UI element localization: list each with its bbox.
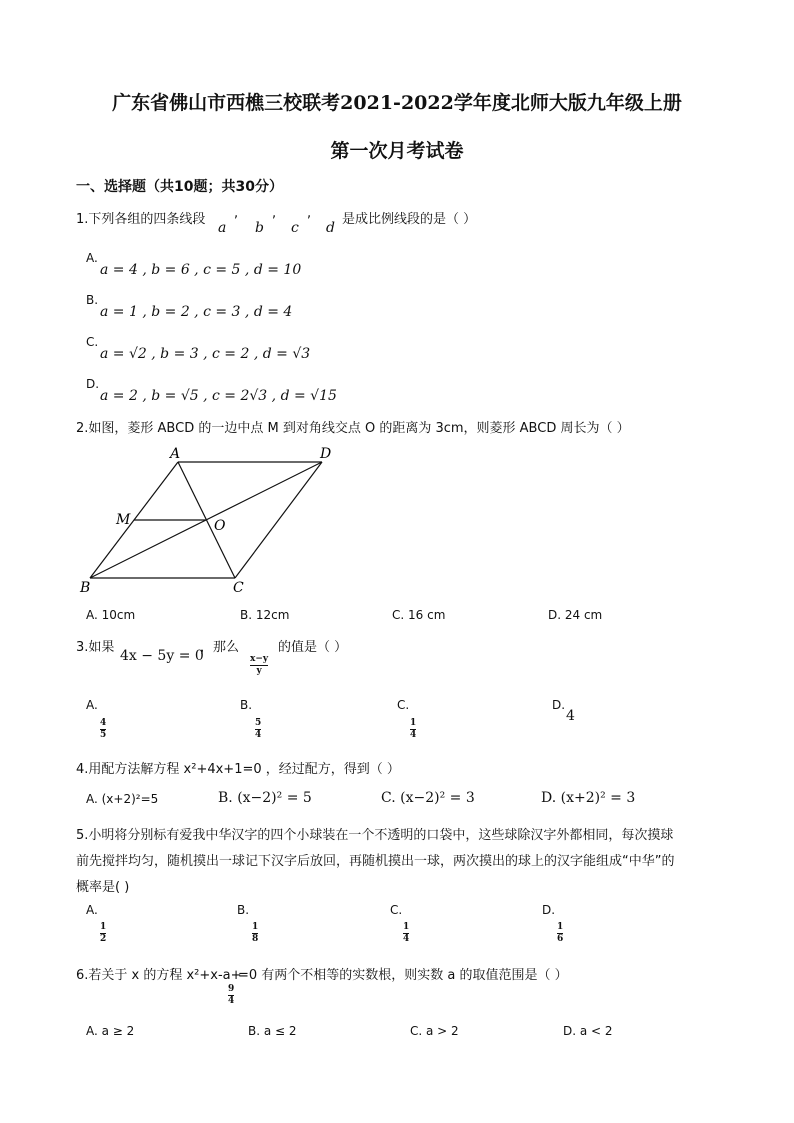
q5-option-c [403,918,409,944]
q6-option-d: D. a < 2 [563,1024,613,1038]
q3-fraction [250,650,268,676]
q2-option-a: A. 10cm [86,608,136,622]
q1-option-d-label: D. [86,377,100,391]
q3-option-d-label: D. [552,698,566,712]
q5-stem-line3: 概率是( ) [76,880,130,895]
q3-option-b [255,714,261,740]
q5-option-a [100,918,106,944]
q6-fraction [228,980,234,1006]
q5-option-b-label: B. [237,903,250,917]
q5-option-d [557,918,563,944]
q4-stem: 4.用配方法解方程 x²+4x+1=0 ，经过配方，得到（ ） [76,762,400,777]
q6-stem-prefix: 6.若关于 x 的方程 x²+x-a+ [76,968,242,983]
q5-option-b [252,918,258,944]
q6-option-c: C. a > 2 [410,1024,459,1038]
q6-fraction-num: 9 [228,984,235,994]
point-m-label: M [116,512,131,528]
q1-comma: , [272,206,277,221]
q3-option-b-num: 5 [255,718,262,728]
q6-option-b: B. a ≤ 2 [248,1024,297,1038]
q5-option-a-label: A. [86,903,98,917]
q3-option-c-den: 4 [410,730,417,740]
q3-fraction-num: x−y [250,654,269,664]
rhombus-figure [70,440,350,600]
q3-option-d: 4 [566,708,575,724]
point-o-label: O [214,518,226,534]
q3-option-c [410,714,416,740]
q1-option-b: a = 1 , b = 2 , c = 3 , d = 4 [100,304,293,320]
q2-option-b: B. 12cm [240,608,290,622]
section-heading: 一、选择题（共10题；共30分） [76,179,283,195]
q3-option-c-num: 1 [410,718,417,728]
q5-option-c-label: C. [390,903,403,917]
point-d-label: D [320,446,332,462]
q4-option-a: A. (x+2)²=5 [86,792,159,806]
q3-option-b-den: 4 [255,730,262,740]
point-a-label: A [170,446,181,462]
q3-stem-suffix: 的值是（ ） [278,640,348,655]
q1-var-a: a [218,220,227,236]
q1-comma: , [234,206,239,221]
document-title-line2: 第一次月考试卷 [330,140,464,162]
q5-option-c-num: 1 [403,922,410,932]
q1-option-a-label: A. [86,251,98,265]
q3-equation: 4x − 5y = 0 [120,648,204,664]
q6-fraction-den: 4 [228,996,235,1006]
q3-stem-mid: ，那么 [200,640,240,655]
q4-option-d: D. (x+2)² = 3 [541,790,636,806]
q3-option-a-den: 5 [100,730,107,740]
q3-stem-prefix: 3.如果 [76,640,115,655]
q3-fraction-den: y [256,666,262,676]
q2-option-d: D. 24 cm [548,608,603,622]
q2-stem: 2.如图，菱形 ABCD 的一边中点 M 到对角线交点 O 的距离为 3cm，则菱形 ABCD 周长为（ ） [76,421,630,436]
q3-option-a-label: A. [86,698,98,712]
q1-var-c: c [291,220,299,236]
q1-option-d: a = 2 , b = √5 , c = 2√3 , d = √15 [100,388,337,404]
q1-option-c: a = √2 , b = 3 , c = 2 , d = √3 [100,346,311,362]
q2-option-c: C. 16 cm [392,608,446,622]
q5-option-a-num: 1 [100,922,107,932]
q5-stem-line1: 5.小明将分别标有爱我中华汉字的四个小球装在一个不透明的口袋中，这些球除汉字外都相同，每次摸球 [76,828,674,843]
q1-option-a: a = 4 , b = 6 , c = 5 , d = 10 [100,262,302,278]
q3-option-a [100,714,106,740]
q1-var-d: d [326,220,335,236]
q5-option-d-den: 6 [557,934,564,944]
q3-option-a-num: 4 [100,718,107,728]
q1-option-b-label: B. [86,293,99,307]
side-dc [235,462,322,578]
q1-stem-prefix: 1.下列各组的四条线段 [76,212,206,227]
q5-option-d-label: D. [542,903,556,917]
q1-stem-suffix: 是成比例线段的是（ ） [342,212,477,227]
point-b-label: B [80,580,91,596]
q1-option-c-label: C. [86,335,99,349]
q4-option-c: C. (x−2)² = 3 [381,790,475,806]
q3-option-b-label: B. [240,698,253,712]
document-title-line1: 广东省佛山市西樵三校联考2021-2022学年度北师大版九年级上册 [112,92,682,114]
point-c-label: C [233,580,244,596]
q1-var-b: b [255,220,264,236]
q5-option-b-den: 8 [252,934,259,944]
q6-option-a: A. a ≥ 2 [86,1024,135,1038]
q5-option-a-den: 2 [100,934,107,944]
q5-option-b-num: 1 [252,922,259,932]
q5-stem-line2: 前先搅拌均匀，随机摸出一球记下汉字后放回，再随机摸出一球，两次摸出的球上的汉字能组成“中华”的 [76,854,675,869]
q4-option-b: B. (x−2)² = 5 [218,790,312,806]
q6-stem-suffix: =0 有两个不相等的实数根，则实数 a 的取值范围是（ ） [238,968,568,983]
q5-option-d-num: 1 [557,922,564,932]
q3-option-c-label: C. [397,698,410,712]
q1-comma: , [307,206,312,221]
q5-option-c-den: 4 [403,934,410,944]
